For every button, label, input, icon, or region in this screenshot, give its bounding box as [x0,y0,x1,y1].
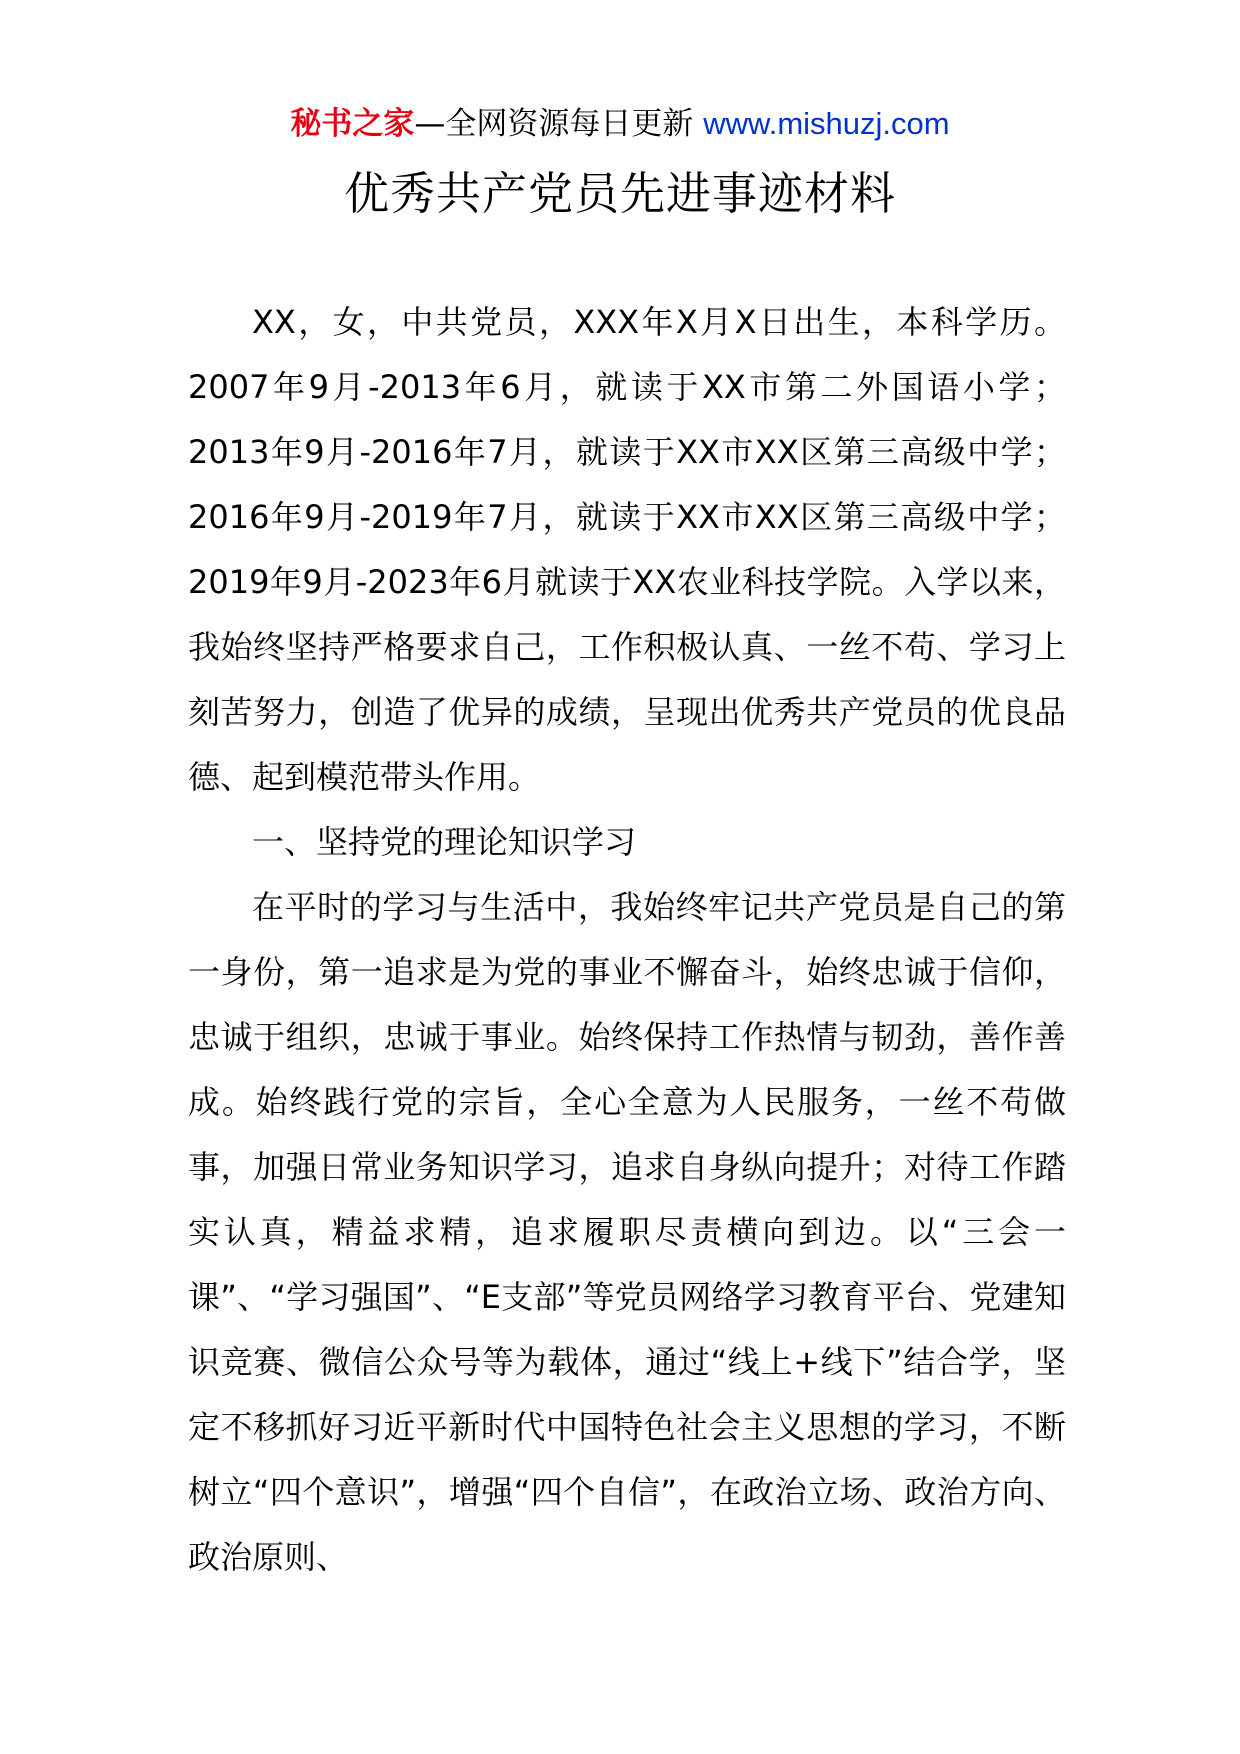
document-body [188,290,1066,1590]
header-tagline: —全网资源每日更新 [414,106,694,142]
intro-paragraph: XX，女，中共党员，XXX年X月X日出生，本科学历。2007年9月-2013年6月，就读于XX市第二外国语小学；2013年9月-2016年7月，就读于XX市XX区第三高级中学；2016年9月-2019年7月，就读于XX市XX区第三高级中学；2019年9月-2023年6月就读于XX农业科技学院。入学以来，我始终坚持严格要求自己，工作积极认真、一丝不苟、学习上刻苦努力，创造了优异的成绩，呈现出优秀共产党员的优良品德、起到模范带头作用。 [188,303,1066,796]
section-heading: 一、坚持党的理论知识学习 [252,823,637,861]
site-url-link[interactable]: www.mishuzj.com [703,106,950,141]
body-paragraph: 在平时的学习与生活中，我始终牢记共产党员是自己的第一身份，第一追求是为党的事业不懈奋斗，始终忠诚于信仰，忠诚于组织，忠诚于事业。始终保持工作热情与韧劲，善作善成。始终践行党的宗旨，全心全意为人民服务，一丝不苟做事，加强日常业务知识学习，追求自身纵向提升；对待工作踏实认真，精益求精，追求履职尽责横向到边。以“三会一课”、“学习强国”、“E支部”等党员网络学习教育平台、党建知识竞赛、微信公众号等为载体，通过“线上+线下”结合学，坚定不移抓好习近平新时代中国特色社会主义思想的学习，不断树立“四个意识”，增强“四个自信”，在政治立场、政治方向、政治原则、 [188,888,1066,1576]
document-title: 优秀共产党员先进事迹材料 [343,167,896,220]
site-header [0,104,1240,144]
brand-name: 秘书之家 [290,106,415,142]
